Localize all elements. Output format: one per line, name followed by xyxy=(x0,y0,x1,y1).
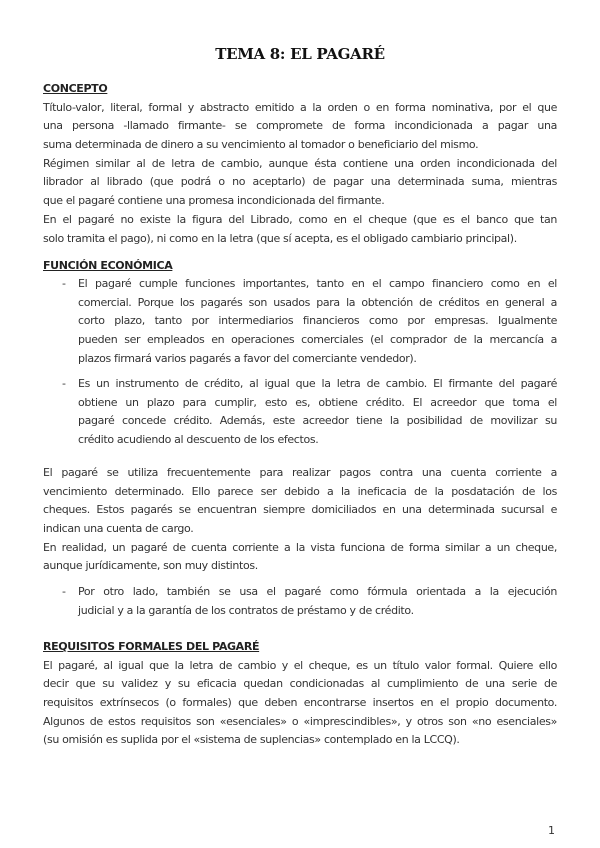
section-heading: REQUISITOS FORMALES DEL PAGARÉ xyxy=(43,640,260,653)
bullet-dash: - xyxy=(62,277,66,290)
text-line: comercial. Porque los pagarés son usados para la obtención de créditos en general a xyxy=(78,295,557,309)
text-line: Título-valor, literal, formal y abstracto emitido a la orden o en forma nominativa, por el que xyxy=(43,100,557,114)
text-line: vencimiento determinado. Ello parece ser debido a la ineficacia de la posdatación de los xyxy=(43,484,557,498)
text-line: plazos firmará varios pagarés a favor del comerciante vendedor). xyxy=(78,351,417,365)
text-line: pueden ser empleados en operaciones comerciales (el comprador de la mercancía a xyxy=(78,333,557,347)
text-line: pagaré concede crédito. Además, este acreedor tiene la posibilidad de movilizar su xyxy=(78,414,557,428)
text-line: Régimen similar al de letra de cambio, aunque ésta contiene una orden incondicionada del xyxy=(43,156,557,170)
text-line: obtiene un plazo para cumplir, esto es, obtiene crédito. El acreedor que toma el xyxy=(78,395,557,409)
text-line: suma determinada de dinero a su vencimiento al tomador o beneficiario del mismo. xyxy=(43,138,479,152)
text-line: aunque jurídicamente, son muy distintos. xyxy=(43,559,258,573)
text-line: (su omisión es suplida por el «sistema de suplencias» contemplado en la LCCQ). xyxy=(43,733,460,747)
text-line: En el pagaré no existe la figura del Librado, como en el cheque (que es el banco que tan xyxy=(43,212,557,226)
text-line: indican una cuenta de cargo. xyxy=(43,522,194,536)
text-line: solo tramita el pago), ni como en la letra (que sí acepta, es el obligado cambiario principal). xyxy=(43,231,517,245)
bullet-item xyxy=(62,275,557,368)
section-concepto xyxy=(43,80,557,248)
text-line: En realidad, un pagaré de cuenta corriente a la vista funciona de forma similar a un cheque, xyxy=(43,540,557,554)
text-line: crédito acudiendo al descuento de los efectos. xyxy=(78,433,319,447)
page-number: 1 xyxy=(548,824,555,837)
paragraph xyxy=(43,464,557,576)
bullet-item xyxy=(62,583,557,620)
text-line: librador al librado (que podrá o no aceptarlo) de pagar una determinada suma, mientras xyxy=(43,175,557,189)
section-requisitos xyxy=(43,638,557,750)
text-line: Es un instrumento de crédito, al igual que la letra de cambio. El firmante del pagaré xyxy=(78,377,557,390)
text-line: una persona -llamado firmante- se compromete de forma incondicionada a pagar una xyxy=(43,119,557,133)
text-line: corto plazo, tanto por intermediarios financieros como por empresas. Igualmente xyxy=(78,314,557,328)
section-heading: CONCEPTO xyxy=(43,82,108,95)
text-line: decir que su validez y su eficacia quedan condicionadas al cumplimiento de una serie de xyxy=(43,677,557,691)
text-line: El pagaré, al igual que la letra de cambio y el cheque, es un título valor formal. Quiere ello xyxy=(43,658,557,672)
section-funcion-heading xyxy=(43,257,557,276)
bullet-dash: - xyxy=(62,377,66,390)
text-line: que el pagaré contiene una promesa incondicionada del firmante. xyxy=(43,194,385,208)
text-line: El pagaré cumple funciones importantes, tanto en el campo financiero como en el xyxy=(78,277,557,290)
bullet-item xyxy=(62,375,557,450)
text-line: judicial y a la garantía de los contratos de préstamo y de crédito. xyxy=(78,603,414,617)
section-heading: FUNCIÓN ECONÓMICA xyxy=(43,259,173,272)
text-line: Algunos de estos requisitos son «esenciales» o «imprescindibles», y otros son «no esenciales» xyxy=(43,714,557,728)
text-line: El pagaré se utiliza frecuentemente para realizar pagos contra una cuenta corriente a xyxy=(43,466,557,479)
text-line: cheques. Estos pagarés se encuentran siempre domiciliados en una determinada sucursal e xyxy=(43,503,557,517)
text-line: Por otro lado, también se usa el pagaré como fórmula orientada a la ejecución xyxy=(78,585,557,598)
text-line: requisitos extrínsecos (o formales) que deben encontrarse insertos en el propio documento. xyxy=(43,696,557,710)
bullet-dash: - xyxy=(62,585,66,598)
document-title: TEMA 8: EL PAGARÉ xyxy=(215,45,385,63)
